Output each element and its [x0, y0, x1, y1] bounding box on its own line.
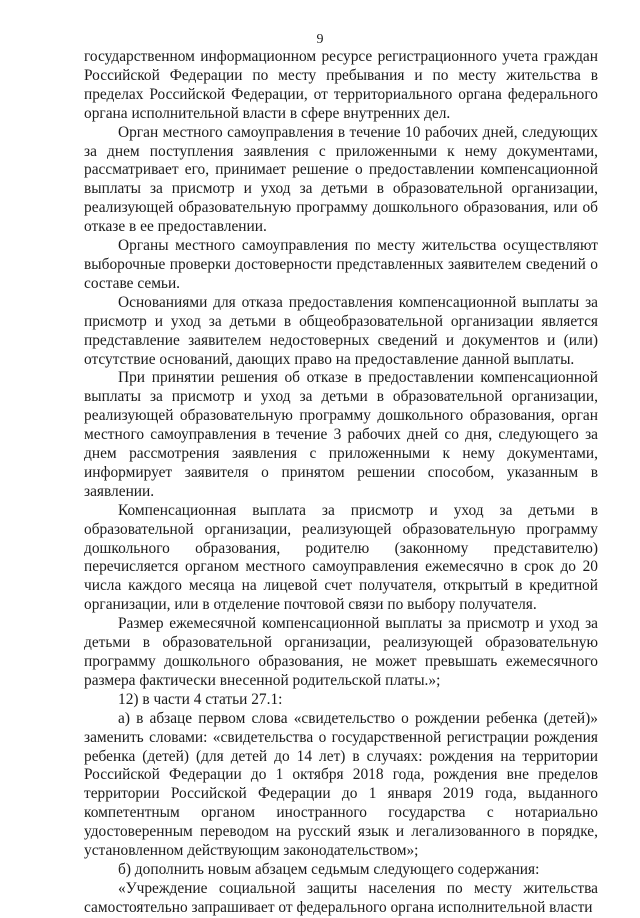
paragraph-item-12: 12) в части 4 статьи 27.1: [118, 690, 283, 708]
paragraph-payment-limit: Размер ежемесячной компенсационной выплаты за присмотр и уход за детьми в образовательной организации, реализующей образовательную программу дошкольного образования, не может превышать ежемесячного размера фактически внесенной родительской платы.»; [84, 615, 598, 689]
page-number: 9 [316, 32, 324, 47]
paragraph-continuation: государственном информационном ресурсе регистрационного учета граждан Российской Федерации по месту пребывания и по месту жительства в пределах Российской Федерации, от территориального органа федерального органа исполнительной власти в сфере внутренних дел. [84, 48, 598, 122]
paragraph-payment-transfer: Компенсационная выплата за присмотр и уход за детьми в образовательной организации, реализующей образовательную программу дошкольного образования, родителю (законному представителю) перечисляется органом местного самоуправления ежемесячно в срок до 20 числа каждого месяца на лицевой счет получателя, открытый в кредитной организации, или в отделение почтовой связи по выбору получателя. [84, 501, 598, 614]
paragraph-refusal-grounds: Основаниями для отказа предоставления компенсационной выплаты за присмотр и уход за детьми в общеобразовательной организации является представление заявителем недостоверных сведений и документов и (или) отсутствие оснований, дающих право на предоставление данной выплаты. [84, 293, 598, 368]
paragraph-review-term: Орган местного самоуправления в течение 10 рабочих дней, следующих за днем поступления заявления с приложенными к нему документами, рассматривает его, принимает решение о предоставлении компенсационной выплаты за присмотр и уход за детьми в образовательной организации, реализующей образовательную программу дошкольного образования, или об отказе в ее предоставлении. [84, 123, 598, 236]
paragraph-refusal-notice: При принятии решения об отказе в предоставлении компенсационной выплаты за присмотр и уход за детьми в образовательной организации, реализующей образовательную программу дошкольного образования, орган местного самоуправления в течение 3 рабочих дней со дня, следующего за днем рассмотрения заявления с приложенными к нему документами, информирует заявителя о принятом решении способом, указанным в заявлении. [84, 369, 598, 500]
paragraph-subitem-a: а) в абзаце первом слова «свидетельство о рождении ребенка (детей)» заменить словами: «свидетельства о государственной регистрации рождения ребенка (детей) (для детей до 14 лет) в случаях: рождения на территории Российской Федерации до 1 октября 2018 года, рождения вне пределов территории Российской Федерации до 1 января 2019 года, выданного компетентным органом иностранного государства с нотариально удостоверенным переводом на русский язык и легализованного в порядке, установленном действующим законодательством»; [84, 709, 598, 860]
document-body [84, 48, 598, 918]
paragraph-subitem-b: б) дополнить новым абзацем седьмым следующего содержания: [118, 860, 540, 878]
paragraph-new-text: «Учреждение социальной защиты населения по месту жительства самостоятельно запрашивает от федерального органа исполнительной власти [84, 879, 598, 916]
paragraph-selective-checks: Органы местного самоуправления по месту жительства осуществляют выборочные проверки достоверности представленных заявителем сведений о составе семьи. [84, 237, 598, 292]
